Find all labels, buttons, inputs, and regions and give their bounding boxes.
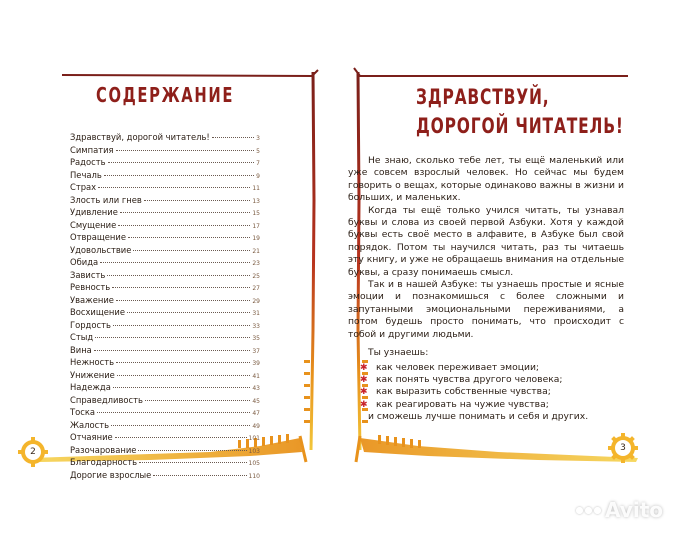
toc-dot-leader [108, 162, 255, 163]
greeting-heading-line2: ДОРОГОЙ ЧИТАТЕЛЬ! [416, 114, 624, 138]
toc-entry-title: Гордость [70, 319, 111, 330]
toc-entry-page: 3 [256, 135, 260, 142]
toc-dot-leader [116, 150, 255, 151]
toc-entry-title: Печаль [70, 169, 102, 180]
toc-entry-page: 105 [248, 460, 260, 467]
list-item-text: как реагировать на чужие чувства; [376, 398, 549, 410]
toc-entry [70, 420, 260, 433]
toc-entry [70, 470, 260, 483]
watermark-text: Avito [605, 498, 663, 522]
toc-entry-title: Смущение [70, 219, 117, 230]
toc-entry [70, 157, 260, 170]
toc-entry [70, 382, 260, 395]
list-intro: Ты узнаешь: [368, 347, 429, 359]
toc-entry-page: 29 [252, 297, 260, 305]
toc-entry-page: 35 [252, 335, 260, 342]
list-item [360, 373, 624, 386]
greeting-heading-line1: ЗДРАВСТВУЙ, [416, 85, 550, 109]
page-number-badge-right [608, 433, 638, 463]
toc-entry-title: Злость или гнев [70, 194, 142, 205]
toc-dot-leader [112, 287, 250, 288]
toc-entry-title: Здравствуй, дорогой читатель! [70, 132, 210, 142]
toc-dot-leader [133, 250, 250, 251]
toc-entry-page: 33 [252, 322, 260, 330]
toc-entry [70, 457, 260, 470]
bullet-list [348, 362, 624, 412]
list-item [360, 361, 624, 374]
toc-entry-title: Справедливость [70, 394, 143, 405]
toc-entry-page: 101 [248, 435, 260, 442]
list-item-text: как человек переживает эмоции; [376, 361, 540, 373]
toc-entry-title: Стыд [70, 332, 94, 342]
toc-dot-leader [111, 425, 250, 426]
toc-dot-leader [127, 312, 250, 313]
toc-dot-leader [95, 337, 250, 338]
toc-entry-title: Жалость [70, 419, 110, 430]
toc-entry-page: 45 [252, 397, 260, 405]
toc-dot-leader [116, 300, 250, 301]
toc-dot-leader [113, 325, 250, 326]
toc-dot-leader [94, 350, 251, 351]
toc-entry-page: 103 [248, 447, 260, 455]
toc-entry [70, 195, 260, 208]
body-text [348, 155, 624, 424]
toc-entry-title: Уважение [70, 294, 114, 305]
toc-entry [70, 270, 260, 283]
list-item [360, 386, 624, 398]
toc-entry-page: 19 [252, 235, 260, 242]
toc-dot-leader [118, 225, 250, 226]
toc-dot-leader [115, 437, 247, 438]
toc-entry-title: Симпатия [70, 144, 114, 155]
toc-entry-page: 5 [256, 147, 260, 155]
toc-entry-page: 13 [252, 197, 260, 205]
page-number-left: 2 [30, 447, 36, 457]
toc-entry [70, 145, 260, 158]
toc-entry [70, 407, 260, 420]
closing-line: и сможешь лучше понимать и себя и других. [368, 411, 589, 423]
toc-entry [70, 207, 260, 220]
list-item-text: как выразить собственные чувства; [376, 386, 551, 398]
toc-entry-title: Нежность [70, 357, 115, 367]
toc-entry [70, 220, 260, 233]
toc-dot-leader [100, 262, 250, 263]
page-number-right: 3 [620, 443, 626, 453]
toc-entry [70, 182, 260, 195]
toc-entry [70, 170, 260, 183]
toc-entry-title: Отчаяние [70, 432, 113, 442]
toc-dot-leader [145, 400, 250, 401]
toc-entry-page: 11 [252, 185, 260, 192]
toc-heading: СОДЕРЖАНИЕ [96, 83, 235, 107]
toc-entry-title: Унижение [70, 369, 115, 380]
toc-entry-title: Тоска [70, 407, 96, 417]
greeting-heading [416, 83, 624, 141]
toc-entry [70, 370, 260, 383]
toc-dot-leader [138, 450, 246, 451]
paragraph-3: Так и в нашей Азбуке: ты узнаешь простые и ясные эмоции и познакомишься с более сложными и запутанными эмоциональными переживаниями, а потом будешь просто понимать, что происходит с тобой и другими людьми. [348, 279, 624, 340]
toc-entry-title: Удовольствие [70, 244, 132, 255]
bullet-star-icon: ✱ [360, 374, 368, 385]
toc-entry [70, 345, 260, 358]
toc-entry-title: Разочарование [70, 444, 137, 455]
list-item [360, 398, 624, 411]
toc-entry-page: 27 [252, 285, 260, 292]
toc-dot-leader [107, 275, 250, 276]
toc-dot-leader [98, 187, 250, 188]
toc-entry-title: Вина [70, 344, 92, 355]
toc-entry-page: 31 [252, 310, 260, 317]
bullet-star-icon: ✱ [360, 387, 368, 398]
paragraph-1: Не знаю, сколько тебе лет, ты ещё маленький или уже совсем взрослый человек. Но сейчас мы будем говорить о вещах, которые одинаково важны в жизни и больших, и маленьких. [348, 155, 624, 204]
toc-entry-title: Радость [70, 157, 106, 167]
toc-entry-page: 17 [252, 222, 260, 230]
toc-entry-page: 15 [252, 210, 260, 217]
toc-entry [70, 432, 260, 445]
toc-entry-page: 7 [256, 160, 260, 167]
toc-entry-title: Удивление [70, 207, 118, 217]
toc-entry [70, 445, 260, 458]
toc-dot-leader [139, 462, 247, 463]
toc-entry-title: Надежда [70, 382, 111, 392]
toc-entry [70, 307, 260, 320]
toc-entry [70, 245, 260, 258]
toc-entry-page: 41 [252, 372, 260, 380]
toc-entry-page: 39 [252, 360, 260, 367]
toc-entry [70, 320, 260, 333]
toc-entry-page: 110 [248, 472, 260, 480]
toc-entry-page: 23 [252, 260, 260, 267]
toc-entry-title: Страх [70, 182, 97, 192]
toc-entry-title: Дорогие взрослые [70, 469, 152, 480]
toc-dot-leader [153, 475, 246, 476]
toc-dot-leader [113, 387, 251, 388]
page-number-badge-left [18, 437, 48, 467]
toc-entry-title: Благодарность [70, 457, 138, 467]
toc-dot-leader [212, 137, 254, 138]
paragraph-2: Когда ты ещё только учился читать, ты узнавал буквы и слова из своей первой Азбуки. Хотя у каждой буквы есть своё место в алфавите, в Азбуке был свой порядок. Потом ты научился читать, раз ты читаешь эту книгу, и уже не обращаешь внимания на отдельные буквы, а сразу понимаешь смысл. [348, 204, 624, 278]
toc-dot-leader [128, 237, 250, 238]
toc-entry-title: Восхищение [70, 307, 125, 317]
left-page [0, 0, 337, 540]
toc-entry-page: 9 [256, 172, 260, 180]
toc-dot-leader [116, 362, 250, 363]
toc-entry-page: 47 [252, 410, 260, 417]
avito-watermark [576, 498, 663, 522]
bullet-star-icon: ✱ [360, 399, 368, 410]
toc-dot-leader [117, 375, 251, 376]
toc-entry [70, 282, 260, 295]
toc-dot-leader [120, 212, 251, 213]
toc-entry [70, 357, 260, 370]
toc-entry-page: 49 [252, 422, 260, 430]
bullet-star-icon: ✱ [360, 362, 368, 373]
toc-entry-page: 25 [252, 272, 260, 280]
toc-entry-title: Зависть [70, 269, 106, 280]
toc-entry-title: Отвращение [70, 232, 126, 242]
avito-logo-icon [576, 507, 601, 514]
table-of-contents [70, 132, 260, 482]
toc-entry [70, 295, 260, 308]
toc-dot-leader [97, 412, 250, 413]
toc-entry-title: Ревность [70, 282, 111, 292]
toc-entry-page: 21 [252, 247, 260, 255]
toc-dot-leader [104, 175, 254, 176]
toc-dot-leader [144, 200, 251, 201]
toc-entry [70, 395, 260, 408]
list-item-text: как понять чувства другого человека; [376, 373, 563, 385]
toc-entry-page: 43 [252, 385, 260, 392]
toc-entry-title: Обида [70, 257, 99, 267]
toc-entry [70, 257, 260, 270]
right-page [338, 0, 675, 540]
toc-entry [70, 132, 260, 145]
toc-entry-page: 37 [252, 347, 260, 355]
toc-entry [70, 232, 260, 245]
toc-entry [70, 332, 260, 345]
